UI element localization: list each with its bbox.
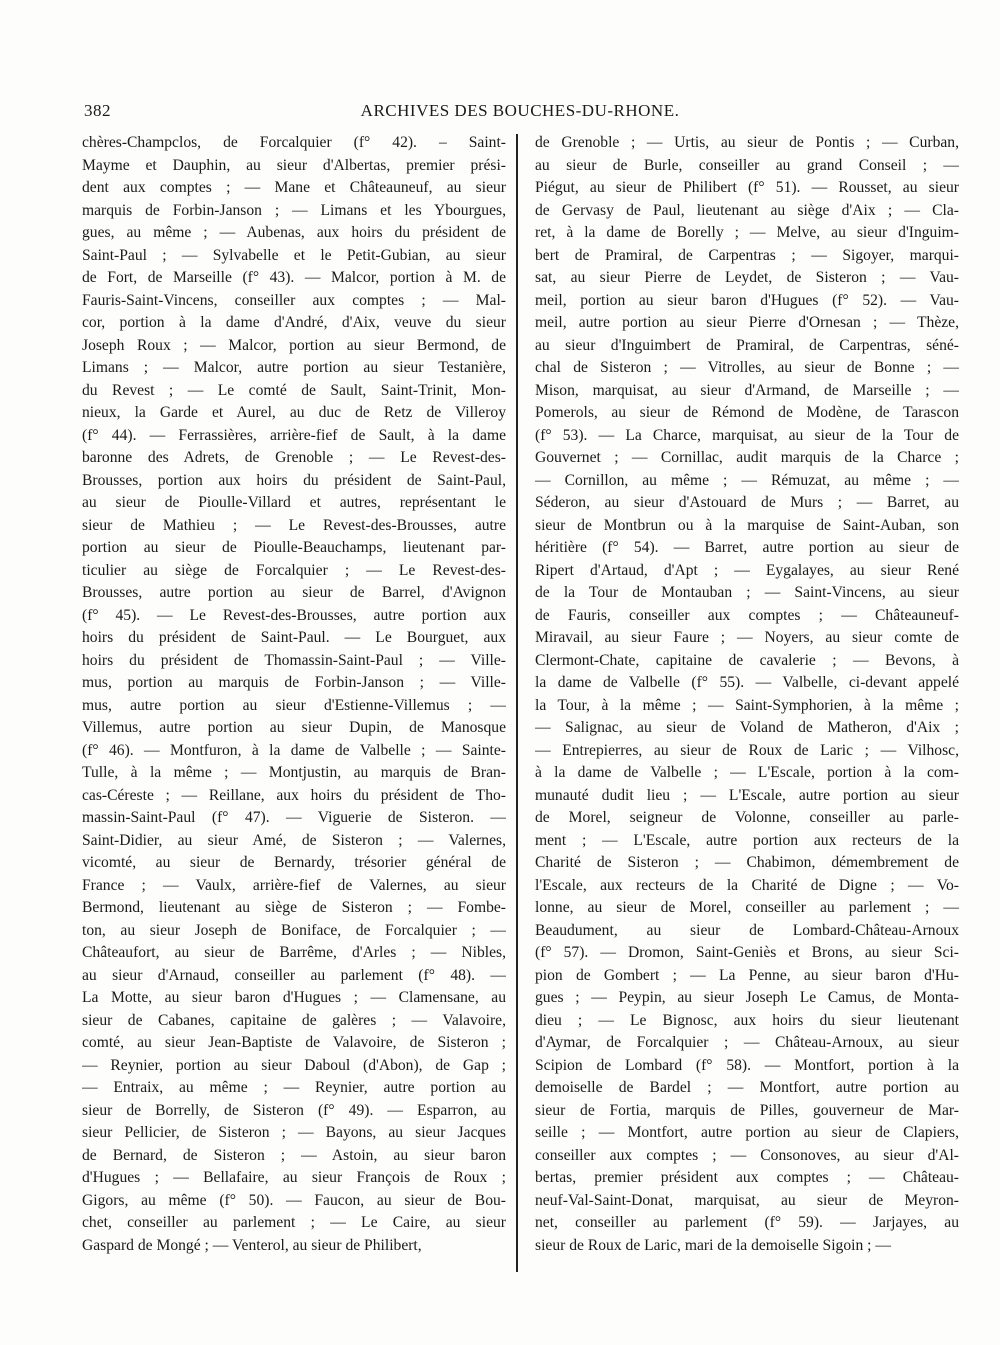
text-line: seille ; — Montfort, autre portion au sieur de Clapiers, bbox=[535, 1124, 959, 1141]
text-line: (f° 44). — Ferrassières, arrière-fief de Sault, à la dame bbox=[82, 426, 506, 444]
text-line: Clermont-Chate, capitaine de cavalerie ; — Bevons, à bbox=[535, 651, 959, 669]
text-line: chères-Champclos, de Forcalquier (f° 42). – Saint- bbox=[82, 134, 506, 151]
text-line: massin-Saint-Paul (f° 47). — Viguerie de Sisteron. — bbox=[82, 809, 506, 826]
text-line: bert de Pramiral, de Carpentras ; — Sigoyer, marqui- bbox=[535, 246, 959, 264]
text-line: hoirs du président de Thomassin-Saint-Paul ; — Ville- bbox=[82, 651, 506, 669]
text-line: chet, conseiller au parlement ; — Le Caire, au sieur bbox=[82, 1214, 506, 1231]
text-line: Châteaufort, au sieur de Barrême, d'Arles ; — Nibles, bbox=[82, 944, 506, 961]
text-line: Limans ; — Malcor, autre portion au sieur Testanière, bbox=[82, 359, 506, 376]
text-line: nieux, la Garde et Aurel, au duc de Retz de Villeroy bbox=[82, 404, 506, 421]
text-line: de Grenoble ; — Urtis, au sieur de Pontis ; — Curban, bbox=[535, 134, 959, 151]
text-line: la Tour, à la même ; — Saint-Symphorien, à la même ; bbox=[535, 696, 959, 714]
text-line: ton, au sieur Joseph de Boniface, de Forcalquier ; — bbox=[82, 921, 506, 939]
text-line: sieur de Mathieu ; — Le Revest-des-Brousses, autre bbox=[82, 516, 506, 534]
text-line: sieur de Borrelly, de Sisteron (f° 49). — Esparron, au bbox=[82, 1101, 506, 1119]
text-line: marquis de Forbin-Janson ; — Limans et les Ybourgues, bbox=[82, 201, 506, 219]
text-line: Charité de Sisteron ; — Chabimon, démembrement de bbox=[535, 854, 959, 871]
text-line: de Fauris, conseiller aux comptes ; — Châteauneuf- bbox=[535, 606, 959, 624]
text-line: ret, à la dame de Borelly ; — Melve, au sieur d'Inguim- bbox=[535, 224, 959, 241]
text-line: (f° 45). — Le Revest-des-Brousses, autre portion aux bbox=[82, 606, 506, 624]
right-text-column bbox=[535, 132, 959, 1257]
text-line: meil, portion au sieur baron d'Hugues (f° 52). — Vau- bbox=[535, 291, 959, 309]
text-line: — Reynier, portion au sieur Daboul (d'Abon), de Gap ; bbox=[82, 1056, 506, 1074]
text-line: sieur de Montbrun ou à la marquise de Saint-Auban, son bbox=[535, 516, 959, 534]
text-line: gues ; — Peypin, au sieur Joseph Le Camus, de Monta- bbox=[535, 989, 959, 1006]
text-line: Beaudument, au sieur de Lombard-Château-Arnoux bbox=[535, 921, 959, 939]
text-line: mus, autre portion au sieur d'Estienne-Villemus ; — bbox=[82, 696, 506, 714]
text-line: Villemus, autre portion au sieur Dupin, de Manosque bbox=[82, 719, 506, 736]
text-line: Bermond, lieutenant au siège de Sisteron ; — Fombe- bbox=[82, 899, 506, 916]
text-line: France ; — Vaulx, arrière-fief de Valernes, au sieur bbox=[82, 876, 506, 894]
text-line: — Salignac, au sieur de Voland de Matheron, d'Aix ; bbox=[535, 719, 959, 736]
text-line: héritière (f° 54). — Barret, autre portion au sieur de bbox=[535, 539, 959, 556]
text-line: (f° 57). — Dromon, Saint-Geniès et Brons, au sieur Sci- bbox=[535, 944, 959, 961]
text-line: Brousses, autre portion au sieur de Barrel, d'Avignon bbox=[82, 584, 506, 601]
text-line: Brousses, portion aux hoirs du président de Saint-Paul, bbox=[82, 471, 506, 489]
text-line: sieur de Fortia, marquis de Pilles, gouverneur de Mar- bbox=[535, 1101, 959, 1119]
text-line: d'Hugues ; — Bellafaire, au sieur François de Roux ; bbox=[82, 1169, 506, 1186]
text-line: ticulier au siège de Forcalquier ; — Le Revest-des- bbox=[82, 561, 506, 579]
running-title: ARCHIVES DES BOUCHES-DU-RHONE. bbox=[360, 101, 680, 120]
text-line: pion de Gombert ; — La Penne, au sieur baron d'Hu- bbox=[535, 966, 959, 984]
text-line: au sieur de Pioulle-Villard et autres, représentant le bbox=[82, 494, 506, 511]
text-line: baronne des Adrets, de Grenoble ; — Le Revest-des- bbox=[82, 449, 506, 466]
text-line: dent aux comptes ; — Mane et Châteauneuf, au sieur bbox=[82, 179, 506, 196]
text-line: lonne, au sieur de Morel, conseiller au parlement ; — bbox=[535, 899, 959, 916]
text-line: Mison, marquisat, au sieur d'Armand, de Marseille ; — bbox=[535, 381, 959, 399]
text-line: — Cornillon, au même ; — Rémuzat, au même ; — bbox=[535, 471, 959, 489]
text-line: d'Aymar, de Forcalquier ; — Château-Arnoux, au sieur bbox=[535, 1034, 959, 1051]
text-line: Scipion de Lombard (f° 58). — Montfort, portion à la bbox=[535, 1056, 959, 1074]
text-line: Saint-Didier, au sieur Amé, de Sisteron ; — Valernes, bbox=[82, 831, 506, 849]
text-line: la dame de Valbelle (f° 55). — Valbelle, ci-devant appelé bbox=[535, 674, 959, 691]
text-line: conseiller aux comptes ; — Consonoves, au sieur d'Al- bbox=[535, 1146, 959, 1164]
text-line: cas-Céreste ; — Reillane, aux hoirs du président de Tho- bbox=[82, 786, 506, 804]
text-line: bertas, premier président aux comptes ; — Château- bbox=[535, 1169, 959, 1186]
text-line: ment ; — L'Escale, autre portion aux recteurs de la bbox=[535, 831, 959, 849]
text-line: neuf-Val-Saint-Donat, marquisat, au sieur de Meyron- bbox=[535, 1191, 959, 1209]
text-line: Ripert d'Artaud, d'Apt ; — Eygalayes, au sieur René bbox=[535, 561, 959, 579]
left-text-column bbox=[82, 132, 506, 1257]
text-line: sieur de Cabanes, capitaine de galères ; — Valavoire, bbox=[82, 1011, 506, 1029]
page-header bbox=[84, 101, 956, 125]
text-line: Gouvernet ; — Cornillac, audit marquis de la Charce ; bbox=[535, 449, 959, 466]
text-line: chal de Sisteron ; — Vitrolles, au sieur de Bonne ; — bbox=[535, 359, 959, 376]
text-line: demoiselle de Bardel ; — Montfort, autre portion au bbox=[535, 1079, 959, 1096]
text-line: vicomté, au sieur de Bernardy, trésorier général de bbox=[82, 854, 506, 871]
text-line: Séderon, au sieur d'Astouard de Murs ; — Barret, au bbox=[535, 494, 959, 511]
text-line: Fauris-Saint-Vincens, conseiller aux comptes ; — Mal- bbox=[82, 291, 506, 309]
text-line: Saint-Paul ; — Sylvabelle et le Petit-Gubian, au sieur bbox=[82, 246, 506, 264]
text-line: Gaspard de Mongé ; — Venterol, au sieur de Philibert, bbox=[82, 1236, 422, 1254]
text-line: Piégut, au sieur de Philibert (f° 51). — Rousset, au sieur bbox=[535, 179, 959, 196]
text-line: au sieur d'Arnaud, conseiller au parlement (f° 48). — bbox=[82, 966, 506, 984]
text-line: Mayme et Dauphin, au sieur d'Albertas, premier prési- bbox=[82, 156, 506, 174]
text-line: — Entraix, au même ; — Reynier, autre portion au bbox=[82, 1079, 506, 1096]
text-line: de Bernard, de Sisteron ; — Astoin, au sieur baron bbox=[82, 1146, 506, 1164]
text-line: net, conseiller au parlement (f° 59). — Jarjayes, au bbox=[535, 1214, 959, 1231]
text-line: — Entrepierres, au sieur de Roux de Laric ; — Vilhosc, bbox=[535, 741, 959, 759]
text-line: Tulle, à la même ; — Montjustin, au marquis de Bran- bbox=[82, 764, 506, 781]
text-line: (f° 53). — La Charce, marquisat, au sieur de la Tour de bbox=[535, 426, 959, 444]
text-line: de la Tour de Montauban ; — Saint-Vincens, au sieur bbox=[535, 584, 959, 601]
text-line: mus, portion au marquis de Forbin-Janson ; — Ville- bbox=[82, 674, 506, 691]
text-line: comté, au sieur Jean-Baptiste de Valavoire, de Sisteron ; bbox=[82, 1034, 506, 1051]
text-line: au sieur d'Inguimbert de Pramiral, de Carpentras, séné- bbox=[535, 336, 959, 354]
text-line: sat, au sieur Pierre de Leydet, de Sisteron ; — Vau- bbox=[535, 269, 959, 286]
text-line: de Fort, de Marseille (f° 43). — Malcor, portion à M. de bbox=[82, 269, 506, 286]
text-line: meil, autre portion au sieur Pierre d'Ornesan ; — Thèze, bbox=[535, 314, 959, 331]
text-line: munauté dudit lieu ; — L'Escale, autre portion au sieur bbox=[535, 786, 959, 804]
text-line: La Motte, au sieur baron d'Hugues ; — Clamensane, au bbox=[82, 989, 506, 1006]
text-line: l'Escale, aux recteurs de la Charité de Digne ; — Vo- bbox=[535, 876, 959, 894]
text-line: Joseph Roux ; — Malcor, portion au sieur Bermond, de bbox=[82, 336, 506, 354]
text-line: cor, portion à la dame d'André, d'Aix, veuve du sieur bbox=[82, 314, 506, 331]
text-line: au sieur de Burle, conseiller au grand Conseil ; — bbox=[535, 156, 959, 174]
text-line: sieur de Roux de Laric, mari de la demoiselle Sigoin ; — bbox=[535, 1236, 891, 1254]
text-line: Pomerols, au sieur de Rémond de Modène, de Tarascon bbox=[535, 404, 959, 421]
text-line: hoirs du président de Saint-Paul. — Le Bourguet, aux bbox=[82, 629, 506, 646]
page-number: 382 bbox=[84, 101, 111, 120]
text-line: de Gervasy de Paul, lieutenant au siège d'Aix ; — Cla- bbox=[535, 201, 959, 219]
text-line: portion au sieur de Pioulle-Beauchamps, lieutenant par- bbox=[82, 539, 506, 556]
text-line: Gigors, au même (f° 50). — Faucon, au sieur de Bou- bbox=[82, 1191, 506, 1209]
text-line: sieur Pellicier, de Sisteron ; — Bayons, au sieur Jacques bbox=[82, 1124, 506, 1141]
column-divider bbox=[516, 134, 518, 1272]
text-line: dieu ; — Le Bignosc, aux hoirs du sieur lieutenant bbox=[535, 1011, 959, 1029]
text-line: de Morel, seigneur de Volonne, conseiller au parle- bbox=[535, 809, 959, 826]
text-line: Miravail, au sieur Faure ; — Noyers, au sieur comte de bbox=[535, 629, 959, 646]
text-line: du Revest ; — Le comté de Sault, Saint-Trinit, Mon- bbox=[82, 381, 506, 399]
text-line: gues, au même ; — Aubenas, aux hoirs du président de bbox=[82, 224, 506, 241]
text-line: (f° 46). — Montfuron, à la dame de Valbelle ; — Sainte- bbox=[82, 741, 506, 759]
text-line: à la dame de Valbelle ; — L'Escale, portion à la com- bbox=[535, 764, 959, 781]
